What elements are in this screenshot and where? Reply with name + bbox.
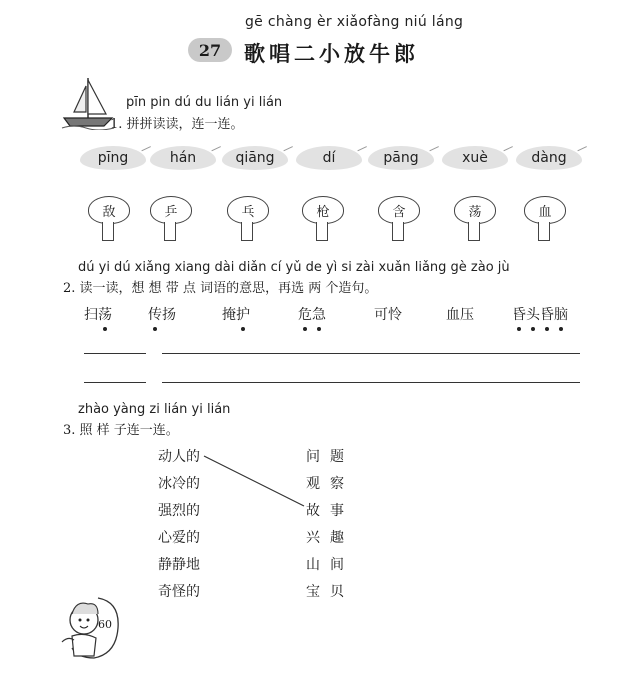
character-tree[interactable]	[522, 196, 566, 242]
page-number: 60	[98, 618, 112, 631]
vocab-char: 急	[312, 304, 326, 324]
answer-line-short[interactable]	[84, 353, 146, 354]
syllable-leaf[interactable]: hán	[150, 146, 216, 170]
character-tree[interactable]	[300, 196, 344, 242]
left-phrase[interactable]: 心爱的	[158, 530, 200, 546]
vocab-char: 脑	[554, 304, 568, 324]
syllable-leaf[interactable]: dí	[296, 146, 362, 170]
right-noun[interactable]: 兴趣	[306, 530, 354, 546]
tree-character: 荡	[454, 196, 496, 224]
section3-instruction: 3. 照 样 子连一连。	[63, 423, 179, 438]
right-noun[interactable]: 问题	[306, 449, 354, 465]
vocab-char: 血	[446, 307, 460, 323]
character-tree[interactable]	[148, 196, 192, 242]
page-title: 歌唱二小放牛郎	[244, 41, 419, 66]
syllable-leaf[interactable]: qiāng	[222, 146, 288, 170]
vocab-word	[298, 304, 326, 324]
tree-character: 敌	[88, 196, 130, 224]
tree-trunk	[241, 222, 253, 241]
tree-trunk	[392, 222, 404, 241]
tree-trunk	[316, 222, 328, 241]
vocab-char: 昏	[540, 304, 554, 324]
answer-line-long[interactable]	[162, 382, 580, 383]
vocab-char: 昏	[512, 304, 526, 324]
vocab-char: 扫	[84, 307, 98, 323]
vocab-char: 传	[148, 304, 162, 324]
tree-character: 血	[524, 196, 566, 224]
left-phrase[interactable]: 奇怪的	[158, 584, 200, 600]
section2-pinyin: dú yi dú xiǎng xiang dài diǎn cí yǔ de yì si zài xuǎn liǎng gè zào jù	[78, 260, 510, 275]
character-tree[interactable]	[376, 196, 420, 242]
tree-trunk	[468, 222, 480, 241]
vocab-char: 危	[298, 304, 312, 324]
lesson-number-badge: 27	[188, 38, 232, 62]
child-mascot-icon	[58, 592, 128, 670]
section3-pinyin: zhào yàng zi lián yi lián	[78, 402, 231, 417]
vocab-char: 头	[526, 304, 540, 324]
vocab-char: 荡	[98, 304, 112, 324]
title-pinyin: gē chàng èr xiǎofàng niú láng	[245, 14, 464, 30]
sailboat-icon	[60, 74, 116, 130]
section1-instruction: 1. 拼拼读读，连一连。	[110, 117, 244, 132]
tree-trunk	[538, 222, 550, 241]
tree-character: 乒	[150, 196, 192, 224]
vocab-char: 掩	[222, 307, 236, 323]
answer-line-long[interactable]	[162, 353, 580, 354]
character-tree[interactable]	[452, 196, 496, 242]
character-tree[interactable]	[225, 196, 269, 242]
tree-trunk	[164, 222, 176, 241]
vocab-char: 扬	[162, 307, 176, 323]
character-tree[interactable]	[86, 196, 130, 242]
tree-character: 含	[378, 196, 420, 224]
vocab-word	[512, 304, 568, 324]
syllable-leaf[interactable]: pīng	[80, 146, 146, 170]
answer-line-short[interactable]	[84, 382, 146, 383]
left-phrase[interactable]: 静静地	[158, 557, 200, 573]
right-noun[interactable]: 宝贝	[306, 584, 354, 600]
tree-character: 枪	[302, 196, 344, 224]
vocab-word	[84, 304, 112, 324]
example-connector-line	[200, 450, 310, 510]
tree-trunk	[102, 222, 114, 241]
vocab-char: 护	[236, 304, 250, 324]
tree-character: 乓	[227, 196, 269, 224]
vocab-char: 压	[460, 307, 474, 323]
section2-instruction: 2. 读一读，想 想 带 点 词语的意思，再选 两 个造句。	[63, 281, 378, 296]
vocab-word	[446, 304, 474, 324]
left-phrase[interactable]: 强烈的	[158, 503, 200, 519]
vocab-word	[148, 304, 176, 324]
vocab-word	[222, 304, 250, 324]
right-noun[interactable]: 山间	[306, 557, 354, 573]
vocab-char: 怜	[388, 307, 402, 323]
section1-pinyin: pīn pin dú du lián yi lián	[126, 95, 283, 110]
syllable-leaf[interactable]: xuè	[442, 146, 508, 170]
right-noun[interactable]: 故事	[306, 503, 354, 519]
left-phrase[interactable]: 动人的	[158, 449, 200, 465]
syllable-leaf[interactable]: dàng	[516, 146, 582, 170]
left-phrase[interactable]: 冰冷的	[158, 476, 200, 492]
vocab-char: 可	[374, 307, 388, 323]
vocab-word	[374, 304, 402, 324]
right-noun[interactable]: 观察	[306, 476, 354, 492]
syllable-leaf[interactable]: pāng	[368, 146, 434, 170]
